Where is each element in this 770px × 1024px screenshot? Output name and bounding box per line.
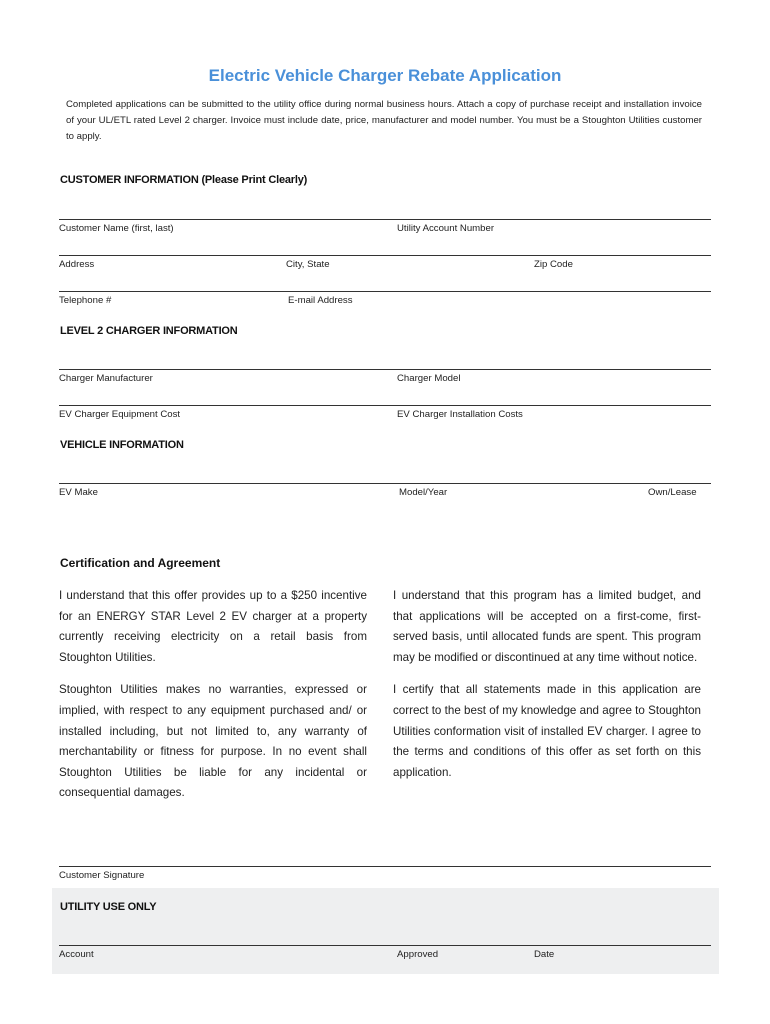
- budget-paragraph: I understand that this program has a limited budget, and that applications will be accepted on a first-come, first-served basis, until allocated funds are spent. This program may be modified or discontinued at any time without notice.: [393, 589, 701, 664]
- intro-paragraph: Completed applications can be submitted to the utility office during normal business hours. Attach a copy of purchase receipt and installation invoice of your UL/ETL rated Level 2 charger. Invoice must include date, price, manufacturer and model number. You must be a Stoughton Utilities customer to apply.: [66, 99, 702, 142]
- ev-make-label: EV Make: [59, 487, 98, 498]
- charger-manufacturer-label: Charger Manufacturer: [59, 373, 153, 384]
- equipment-cost-label: EV Charger Equipment Cost: [59, 409, 181, 420]
- utility-account-label-2: Account: [59, 949, 94, 960]
- charger-manufacturer-field[interactable]: [59, 369, 711, 370]
- telephone-label: Telephone #: [59, 295, 112, 306]
- address-label: Address: [59, 259, 95, 270]
- email-label: E-mail Address: [288, 295, 353, 306]
- zip-code-label: Zip Code: [534, 259, 573, 270]
- telephone-field[interactable]: [59, 291, 711, 292]
- certification-right-column: [393, 586, 701, 795]
- installation-cost-label: EV Charger Installation Costs: [397, 409, 523, 420]
- utility-account-label: Utility Account Number: [397, 223, 495, 234]
- warranty-paragraph: Stoughton Utilities makes no warranties, expressed or implied, with respect to any equipment purchased and/ or installed including, but not limited to, any warranty of merchantability or fitness for purpose. In no event shall Stoughton Utilities be liable for any incidental or consequential damages.: [59, 683, 367, 800]
- charger-model-label: Charger Model: [397, 373, 461, 384]
- customer-name-field[interactable]: [59, 219, 711, 220]
- date-label: Date: [534, 949, 555, 960]
- customer-name-label: Customer Name (first, last): [59, 223, 174, 234]
- page-title: Electric Vehicle Charger Rebate Application: [208, 66, 562, 85]
- signature-field[interactable]: [59, 866, 711, 867]
- approved-label: Approved: [397, 949, 439, 960]
- certification-left-column: [59, 586, 367, 816]
- customer-signature-label: Customer Signature: [59, 870, 145, 881]
- utility-use-heading: UTILITY USE ONLY: [60, 901, 157, 913]
- city-state-label: City, State: [286, 259, 330, 270]
- certify-paragraph: I certify that all statements made in this application are correct to the best of my knowledge and agree to Stoughton Utilities conformation visit of installed EV charger. I agree to the terms and conditions of this offer as set forth on this application.: [393, 683, 701, 779]
- address-field[interactable]: [59, 255, 711, 256]
- offer-paragraph: I understand that this offer provides up to a $250 incentive for an ENERGY STAR Level 2 EV charger at a property currently receiving electricity on a retail basis from Stoughton Utilities.: [59, 589, 367, 664]
- charger-info-heading: LEVEL 2 CHARGER INFORMATION: [60, 325, 238, 337]
- model-year-label: Model/Year: [399, 487, 448, 498]
- certification-heading: Certification and Agreement: [60, 556, 221, 570]
- charger-cost-field[interactable]: [59, 405, 711, 406]
- own-lease-label: Own/Lease: [648, 487, 697, 498]
- utility-account-field[interactable]: [59, 945, 711, 946]
- vehicle-field[interactable]: [59, 483, 711, 484]
- vehicle-info-heading: VEHICLE INFORMATION: [60, 439, 184, 451]
- customer-info-heading: CUSTOMER INFORMATION (Please Print Clearly): [60, 174, 308, 186]
